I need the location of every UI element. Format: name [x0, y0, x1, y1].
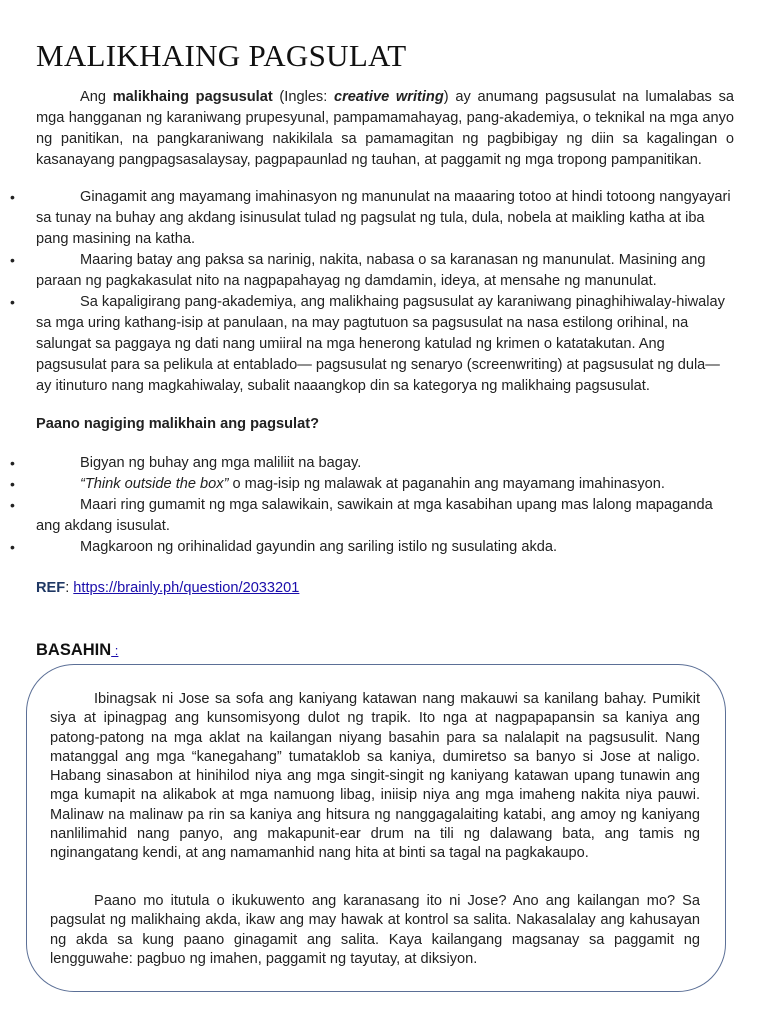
reading-text-2: Paano mo itutula o ikukuwento ang karanasang ito ni Jose? Ano ang kailangan mo? Sa pagsulat ng malikhaing akda, ikaw ang may hawak at kontrol sa salita. Nakasalalay ang kahusayan ng akda sa kung paano ginagamit ang salita. Kaya kailangang magsanay sa paggamit ng lengguwahe: pagbuo ng imahen, paggamit ng tayutay, at diksiyon.	[50, 893, 700, 967]
list-item	[10, 495, 734, 537]
ref-label: REF	[36, 580, 66, 596]
section-subheading: Paano nagiging malikhain ang pagsulat?	[36, 416, 319, 432]
bullet-icon: •	[10, 189, 15, 205]
intro-italic-term: creative writing	[334, 89, 444, 105]
basahin-label: BASAHIN	[36, 641, 112, 659]
reading-paragraph-1	[50, 690, 700, 864]
bullet-list-1	[10, 187, 734, 397]
basahin-heading	[36, 640, 118, 661]
bullet-icon: •	[10, 539, 15, 555]
intro-rest: ) ay anumang pagsusulat na lumalabas sa mga hangganan ng karaniwang prupesyunal, pampamamahayag, pang-akademiya, o teknikal na mga anyo ng panitikan, na pangkaraniwang nakikilala sa pamamagitan ng pagbibigay ng diin sa kagalingan o kasanayang pangpagsasalaysay, pagpapaunlad ng tauhan, at paggamit ng mga tropong pampanitikan.	[36, 89, 734, 168]
bullet-icon: •	[10, 455, 15, 471]
basahin-suffix: :	[111, 643, 119, 658]
bullet-list-2	[10, 453, 734, 558]
list-item	[10, 292, 734, 397]
list-item	[10, 474, 734, 495]
list-item-text: Maaring batay ang paksa sa narinig, nakita, nabasa o sa karanasan ng manunulat. Masining ang paraan ng pagkakasulat nito na nagpapahayag ng damdamin, ideya, at mensahe ng manunulat.	[36, 252, 706, 289]
list-item	[10, 453, 734, 474]
page-title: MALIKHAING PAGSULAT	[36, 38, 407, 73]
bullet-icon: •	[10, 294, 15, 310]
reading-text-1: Ibinagsak ni Jose sa sofa ang kaniyang katawan nang makauwi sa kanilang bahay. Pumikit siya at ipinagpag ang kunsomisyong dulot ng trapik. Ito nga at nagpapapansin sa kaniya ang patong-patong na mga aklat na kailangan niyang basahin para sa nalalapit na pagsusulit. Nang matanggal ang mga “kanegahang” tumataklob sa kaniya, dumiretso sa banyo si Jose at naligo. Habang sinasabon at hinihilod niya ang mga singit-singit ng kaniyang katawan upang tunawin ang mga kumapit na alikabok at mga namuong libag, iniisip niya ang mga imaheng nakita niya pauwi. Malinaw na malinaw pa rin sa kaniya ang hitsura ng nanggagalaiting katabi, ang amoy ng kaniyang nanlilimahid nang panyo, ang makapunit-ear drum na tili ng dalawang bata, ang tamis ng nginangatang kendi, at ang namamanhid nang hita at binti sa tagal na pagkakaupo.	[50, 691, 700, 862]
list-item	[10, 250, 734, 292]
list-item-text: Bigyan ng buhay ang mga maliliit na bagay.	[80, 455, 362, 471]
ref-link[interactable]: https://brainly.ph/question/2033201	[73, 580, 300, 596]
list-item-text: Magkaroon ng orihinalidad gayundin ang sariling istilo ng susulating akda.	[80, 539, 558, 555]
reading-paragraph-2	[50, 892, 700, 969]
intro-paragraph	[36, 87, 734, 171]
reference-line	[36, 578, 299, 599]
list-item	[10, 187, 734, 250]
list-item-text: Sa kapaligirang pang-akademiya, ang malikhaing pagsusulat ay karaniwang pinaghihiwalay-hiwalay sa mga uring kathang-isip at panulaan, na may pagtutuon sa pagsusulat na nasa estilong orihinal, na salungat sa paggaya ng dati nang umiiral na mga henerong katulad ng krimen o katatakutan. Ang pagsusulat para sa pelikula at entablado— pagsusulat ng senaryo (screenwriting) at pagsusulat ng dula— ay itinuturo nang magkahiwalay, subalit naaangkop din sa kategorya ng malikhaing pagsusulat.	[36, 294, 725, 394]
intro-bold-term: malikhaing pagsusulat	[112, 89, 273, 105]
ref-colon: :	[65, 580, 74, 596]
list-item-text: Ginagamit ang mayamang imahinasyon ng manunulat na maaaring totoo at hindi totoong nangyayari sa tunay na buhay ang akdang isinusulat tulad ng pagsulat ng tula, dula, nobela at maikling katha at iba pang masining na katha.	[36, 189, 731, 247]
bullet-icon: •	[10, 497, 15, 513]
list-item	[10, 537, 734, 558]
list-item-text: o mag-isip ng malawak at paganahin ang mayamang imahinasyon.	[228, 476, 665, 492]
list-item-text: Maari ring gumamit ng mga salawikain, sawikain at mga kasabihan upang mas lalong mapaganda ang akdang isusulat.	[36, 497, 713, 534]
intro-lead: Ang	[80, 89, 113, 105]
bullet-icon: •	[10, 476, 15, 492]
intro-paren-open: (Ingles:	[272, 89, 335, 105]
bullet-icon: •	[10, 252, 15, 268]
list-item-quote: “Think outside the box”	[80, 476, 229, 492]
